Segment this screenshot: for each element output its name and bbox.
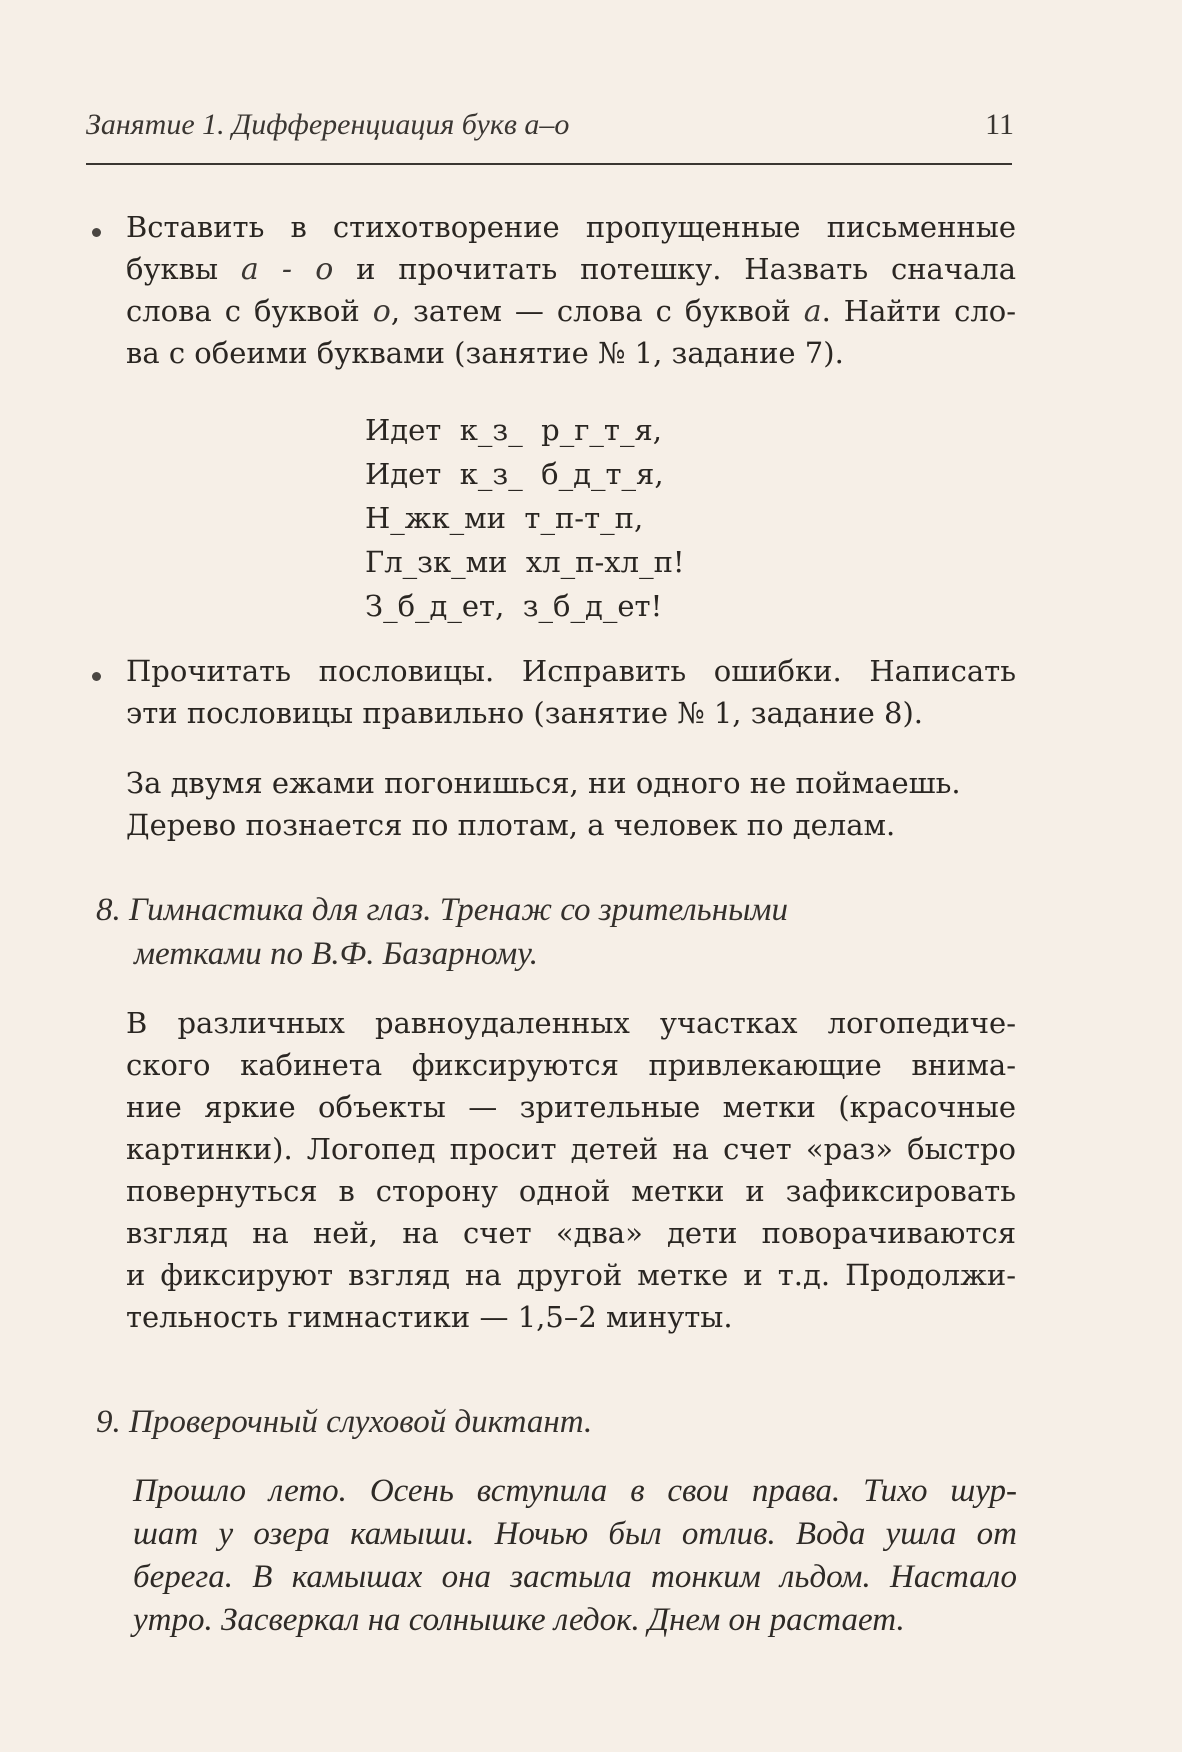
running-header xyxy=(86,108,1014,142)
text-line: берега. В камышах она застыла тонким льдом. Настало xyxy=(133,1559,1017,1595)
chapter-title: Занятие 1. Дифференциация букв а–о xyxy=(86,108,570,141)
text-line: слова с буквой о, затем — слова с буквой а. Найти сло- xyxy=(126,294,1017,329)
proverb: За двумя ежами погонишься, ни одного не поймаешь. xyxy=(126,766,961,800)
bullet-dot xyxy=(92,672,101,681)
proverb-list xyxy=(126,762,961,846)
text-line: утро. Засверкал на солнышке ледок. Днем он растает. xyxy=(133,1602,905,1638)
poem-line: Идет к_з_ б_д_т_я, xyxy=(365,457,664,491)
text-line: тельность гимнастики — 1,5–2 минуты. xyxy=(126,1300,733,1334)
task-insert-letters xyxy=(126,206,1016,374)
section-9-title: 9. Проверочный слуховой диктант. xyxy=(96,1404,593,1440)
page-number: 11 xyxy=(985,108,1014,141)
poem-line: Н_жк_ми т_п-т_п, xyxy=(365,501,644,535)
script-letter-o: о xyxy=(372,294,391,329)
text-line: ние яркие объекты — зрительные метки (красочные xyxy=(126,1090,1016,1124)
text-line: ва с обеими буквами (занятие № 1, задание 7). xyxy=(126,336,844,370)
script-letters: а - о xyxy=(240,252,334,287)
proverb: Дерево познается по плотам, а человек по делам. xyxy=(126,808,896,842)
bullet-dot xyxy=(92,228,101,237)
text-line: В различных равноудаленных участках логопедиче- xyxy=(126,1006,1016,1040)
section-8-title: 8. Гимнастика для глаз. Тренаж со зрительными метками по В.Ф. Базарному. xyxy=(96,892,788,972)
text-line: Вставить в стихотворение пропущенные письменные xyxy=(126,210,1016,244)
text-line: Прочитать пословицы. Исправить ошибки. Написать xyxy=(126,654,1016,688)
text-line: эти пословицы правильно (занятие № 1, задание 8). xyxy=(126,696,924,730)
poem-line: З_б_д_ет, з_б_д_ет! xyxy=(365,589,663,623)
poem-line: Гл_зк_ми хл_п-хл_п! xyxy=(365,545,685,579)
task-proverbs xyxy=(126,650,1016,734)
nursery-rhyme xyxy=(365,408,685,628)
header-rule xyxy=(86,163,1012,165)
text-line: ского кабинета фиксируются привлекающие внима- xyxy=(126,1048,1016,1082)
text-line: шат у озера камыши. Ночью был отлив. Вода ушла от xyxy=(133,1516,1017,1552)
text-line: Прошло лето. Осень вступила в свои права. Тихо шур- xyxy=(133,1473,1017,1509)
script-letter-a: а xyxy=(803,294,822,329)
text-line: буквы а - о и прочитать потешку. Назвать сначала xyxy=(126,252,1016,287)
text-line: повернуться в сторону одной метки и зафиксировать xyxy=(126,1174,1016,1208)
text-line: и фиксируют взгляд на другой метке и т.д. Продолжи- xyxy=(126,1258,1016,1292)
text-line: взгляд на ней, на счет «два» дети поворачиваются xyxy=(126,1216,1016,1250)
poem-line: Идет к_з_ р_г_т_я, xyxy=(365,413,662,447)
section-8-body xyxy=(126,1002,1016,1338)
dictation-text xyxy=(133,1470,1017,1642)
text-line: картинки). Логопед просит детей на счет «раз» быстро xyxy=(126,1132,1016,1166)
